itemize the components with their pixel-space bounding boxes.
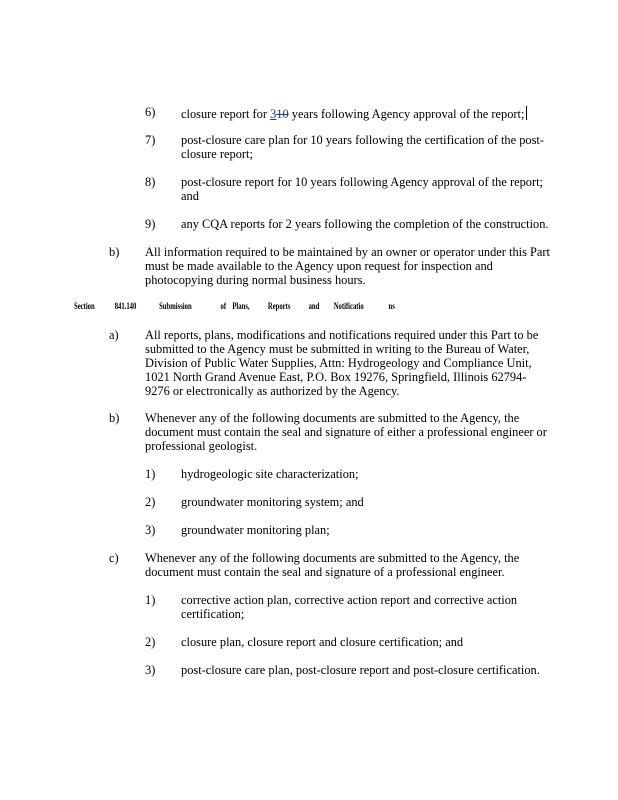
paragraph-line: photocopying during normal business hours.: [145, 273, 366, 287]
list-item-line: any CQA reports for 2 years following the completion of the construction.: [181, 217, 549, 231]
list-item-text: groundwater monitoring plan;: [181, 523, 330, 537]
section-title-part: Plans,: [232, 301, 250, 311]
paragraph-line: 9276 or electronically as authorized by the Agency.: [145, 384, 400, 398]
paragraph-line: Whenever any of the following documents are submitted to the Agency, the: [145, 551, 520, 565]
list-item-number: 7): [145, 133, 156, 147]
section-title-part: Reports: [267, 301, 291, 311]
section-title-part: of: [220, 301, 227, 311]
list-item-line: and: [181, 189, 199, 203]
paragraph-line: document must contain the seal and signature of a professional engineer.: [145, 565, 505, 579]
list-item-line: closure plan, closure report and closure certification; and: [181, 635, 464, 649]
list-item-number: 3): [145, 523, 156, 537]
section-title-part: Submission: [159, 301, 192, 311]
paragraph-line: document must contain the seal and signature of either a professional engineer or: [145, 425, 547, 439]
paragraph-line: must be made available to the Agency upon request for inspection and: [145, 259, 493, 273]
list-item-number: 2): [145, 495, 156, 509]
section-number: 841.140: [114, 301, 137, 311]
list-item-number: 3): [145, 663, 156, 677]
section-title-part: ns: [388, 301, 395, 311]
list-item-number: 1): [145, 593, 156, 607]
text-cursor: [526, 106, 527, 120]
tracked-deletion[interactable]: 10: [276, 107, 289, 121]
list-item-line: post-closure care plan, post-closure report and post-closure certification.: [181, 663, 540, 677]
list-item-text: groundwater monitoring system; and: [181, 495, 364, 509]
list-item-text[interactable]: [181, 106, 527, 122]
paragraph-line: All information required to be maintained by an owner or operator under this Part: [145, 245, 550, 259]
list-item-number: 8): [145, 175, 156, 189]
paragraph-line: All reports, plans, modifications and notifications required under this Part to be: [145, 328, 539, 342]
paragraph-line: professional geologist.: [145, 439, 258, 453]
paragraph-line: 1021 North Grand Avenue East, P.O. Box 19276, Springfield, Illinois 62794-: [145, 370, 527, 384]
section-heading: [74, 301, 395, 315]
paragraph-label: b): [109, 411, 120, 425]
paragraph-line: submitted to the Agency must be submitted in writing to the Bureau of Water,: [145, 342, 530, 356]
paragraph-label: a): [109, 328, 119, 342]
list-item-number: 6): [145, 105, 156, 119]
list-item-number: 1): [145, 467, 156, 481]
list-item-line: certification;: [181, 607, 245, 621]
paragraph-label: c): [109, 551, 119, 565]
section-word: Section: [74, 301, 95, 311]
list-item-text: hydrogeologic site characterization;: [181, 467, 359, 481]
text-run: years following Agency approval of the report;: [288, 107, 525, 121]
text-run: closure report for: [181, 107, 271, 121]
list-item-line: closure report;: [181, 147, 253, 161]
section-title-part: and: [308, 301, 320, 311]
list-item-line: post-closure report for 10 years following Agency approval of the report;: [181, 175, 543, 189]
paragraph-line: Division of Public Water Supplies, Attn: Hydrogeology and Compliance Unit,: [145, 356, 532, 370]
section-title-part: Notificatio: [333, 301, 364, 311]
list-item-line: post-closure care plan for 10 years following the certification of the post-: [181, 133, 544, 147]
paragraph-label: b): [109, 245, 120, 259]
paragraph-line: Whenever any of the following documents are submitted to the Agency, the: [145, 411, 520, 425]
tracked-insertion[interactable]: 3: [270, 107, 277, 121]
list-item-number: 2): [145, 635, 156, 649]
list-item-line: corrective action plan, corrective action report and corrective action: [181, 593, 518, 607]
list-item-number: 9): [145, 217, 156, 231]
